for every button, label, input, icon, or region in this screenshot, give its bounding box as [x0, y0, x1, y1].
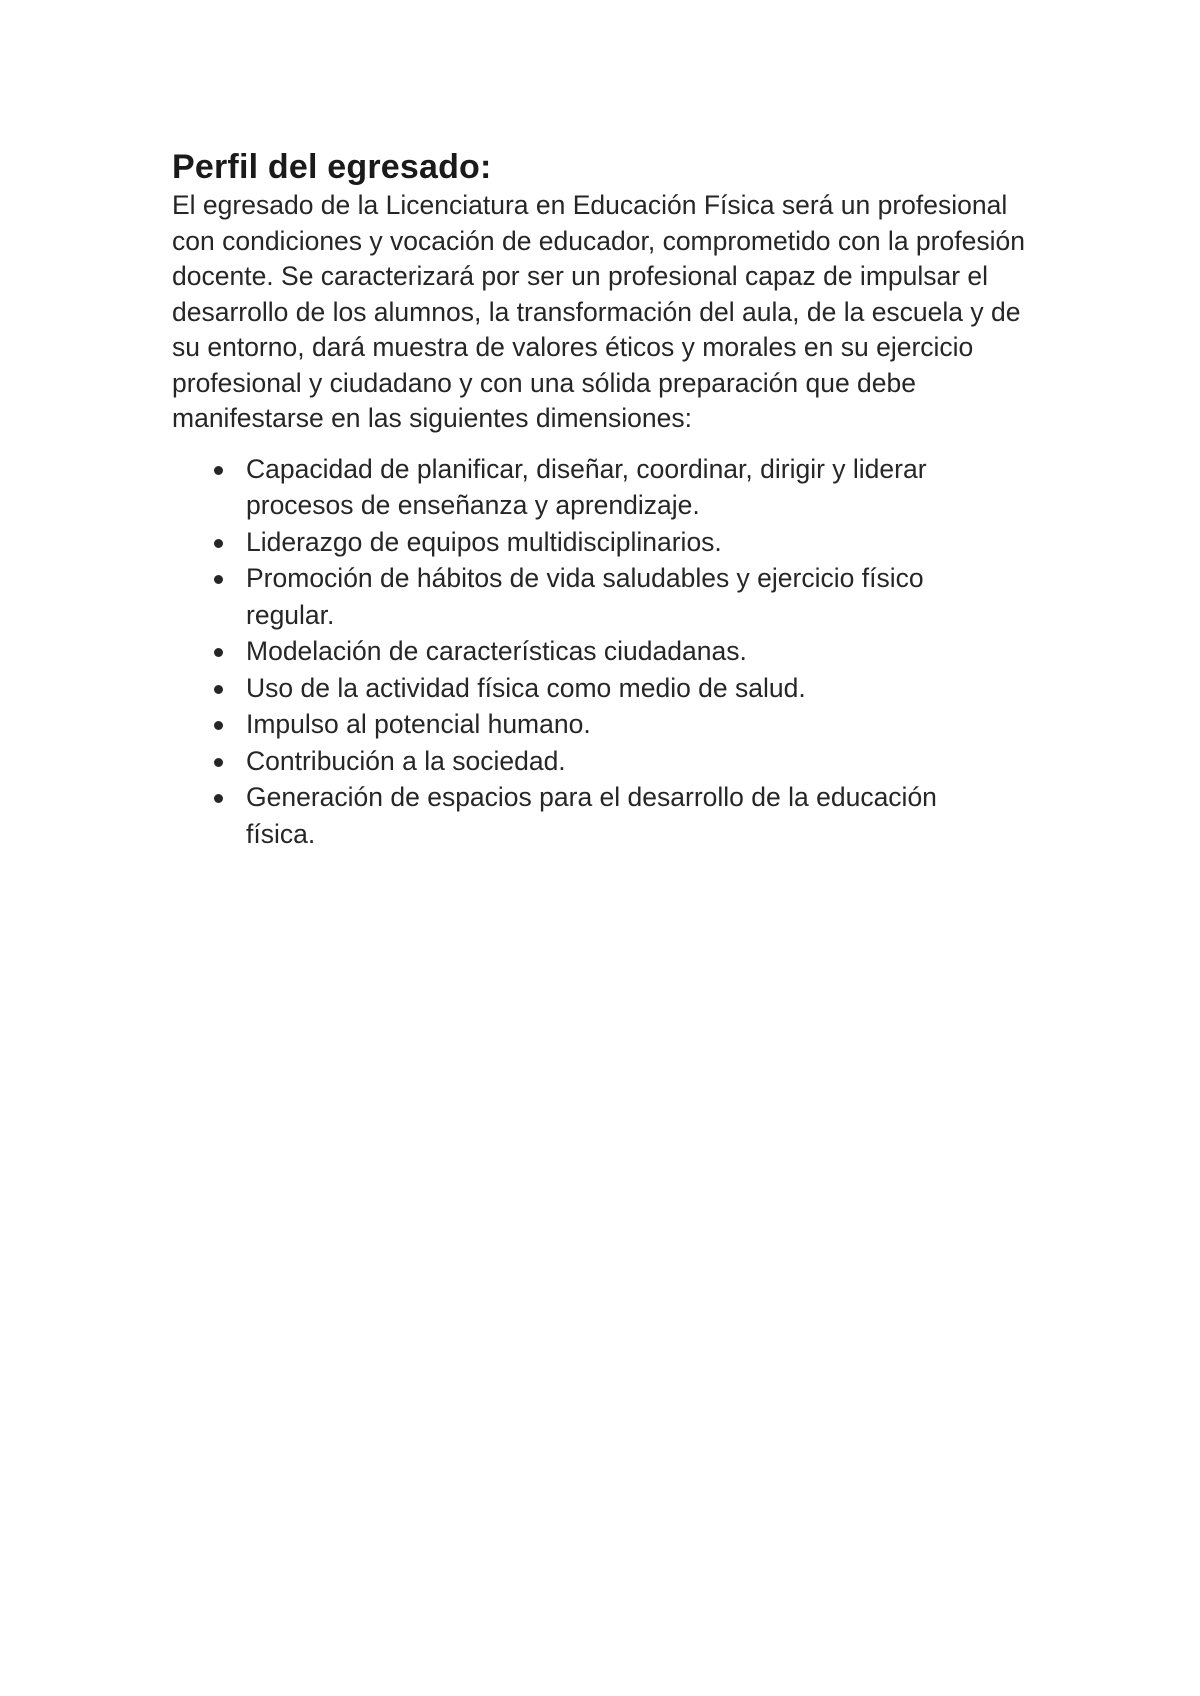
- list-item: [172, 524, 986, 561]
- list-item-text: Contribución a la sociedad.: [246, 745, 566, 776]
- dimensions-list: [172, 451, 1052, 853]
- list-item: [172, 451, 986, 524]
- bullet-dot-icon: [214, 685, 223, 694]
- list-item-text: Modelación de características ciudadanas.: [246, 636, 747, 666]
- list-item: [172, 706, 986, 743]
- list-item-text: Liderazgo de equipos multidisciplinarios.: [246, 526, 722, 557]
- document-content: [172, 148, 1052, 852]
- list-item-text: Generación de espacios para el desarrollo de la educación física.: [246, 782, 937, 849]
- bullet-dot-icon: [214, 539, 223, 548]
- intro-paragraph: El egresado de la Licenciatura en Educación Física será un profesional con condiciones y vocación de educador, comprometido con la profesión docente. Se caracterizará por ser un profesional capaz de impulsar el desarrollo de los alumnos, la transformación del aula, de la escuela y de su entorno, dará muestra de valores éticos y morales en su ejercicio profesional y ciudadano y con una sólida preparación que debe manifestarse en las siguientes dimensiones:: [172, 190, 1025, 433]
- bullet-dot-icon: [214, 721, 223, 730]
- bullet-dot-icon: [214, 794, 223, 803]
- list-item: [172, 743, 986, 780]
- bullet-dot-icon: [214, 575, 223, 584]
- list-item-text: Impulso al potencial humano.: [246, 709, 591, 739]
- list-item: [172, 779, 986, 852]
- list-item-text: Uso de la actividad física como medio de salud.: [246, 672, 806, 703]
- list-item: [172, 633, 986, 670]
- bullet-dot-icon: [214, 466, 223, 475]
- bullet-dot-icon: [214, 758, 223, 767]
- page-title: Perfil del egresado:: [172, 148, 492, 186]
- bullet-dot-icon: [214, 648, 223, 657]
- list-item: [172, 670, 986, 707]
- list-item: [172, 560, 986, 633]
- list-item-text: Capacidad de planificar, diseñar, coordinar, dirigir y liderar procesos de enseñanza y aprendizaje.: [246, 453, 927, 520]
- list-item-text: Promoción de hábitos de vida saludables y ejercicio físico regular.: [246, 563, 924, 630]
